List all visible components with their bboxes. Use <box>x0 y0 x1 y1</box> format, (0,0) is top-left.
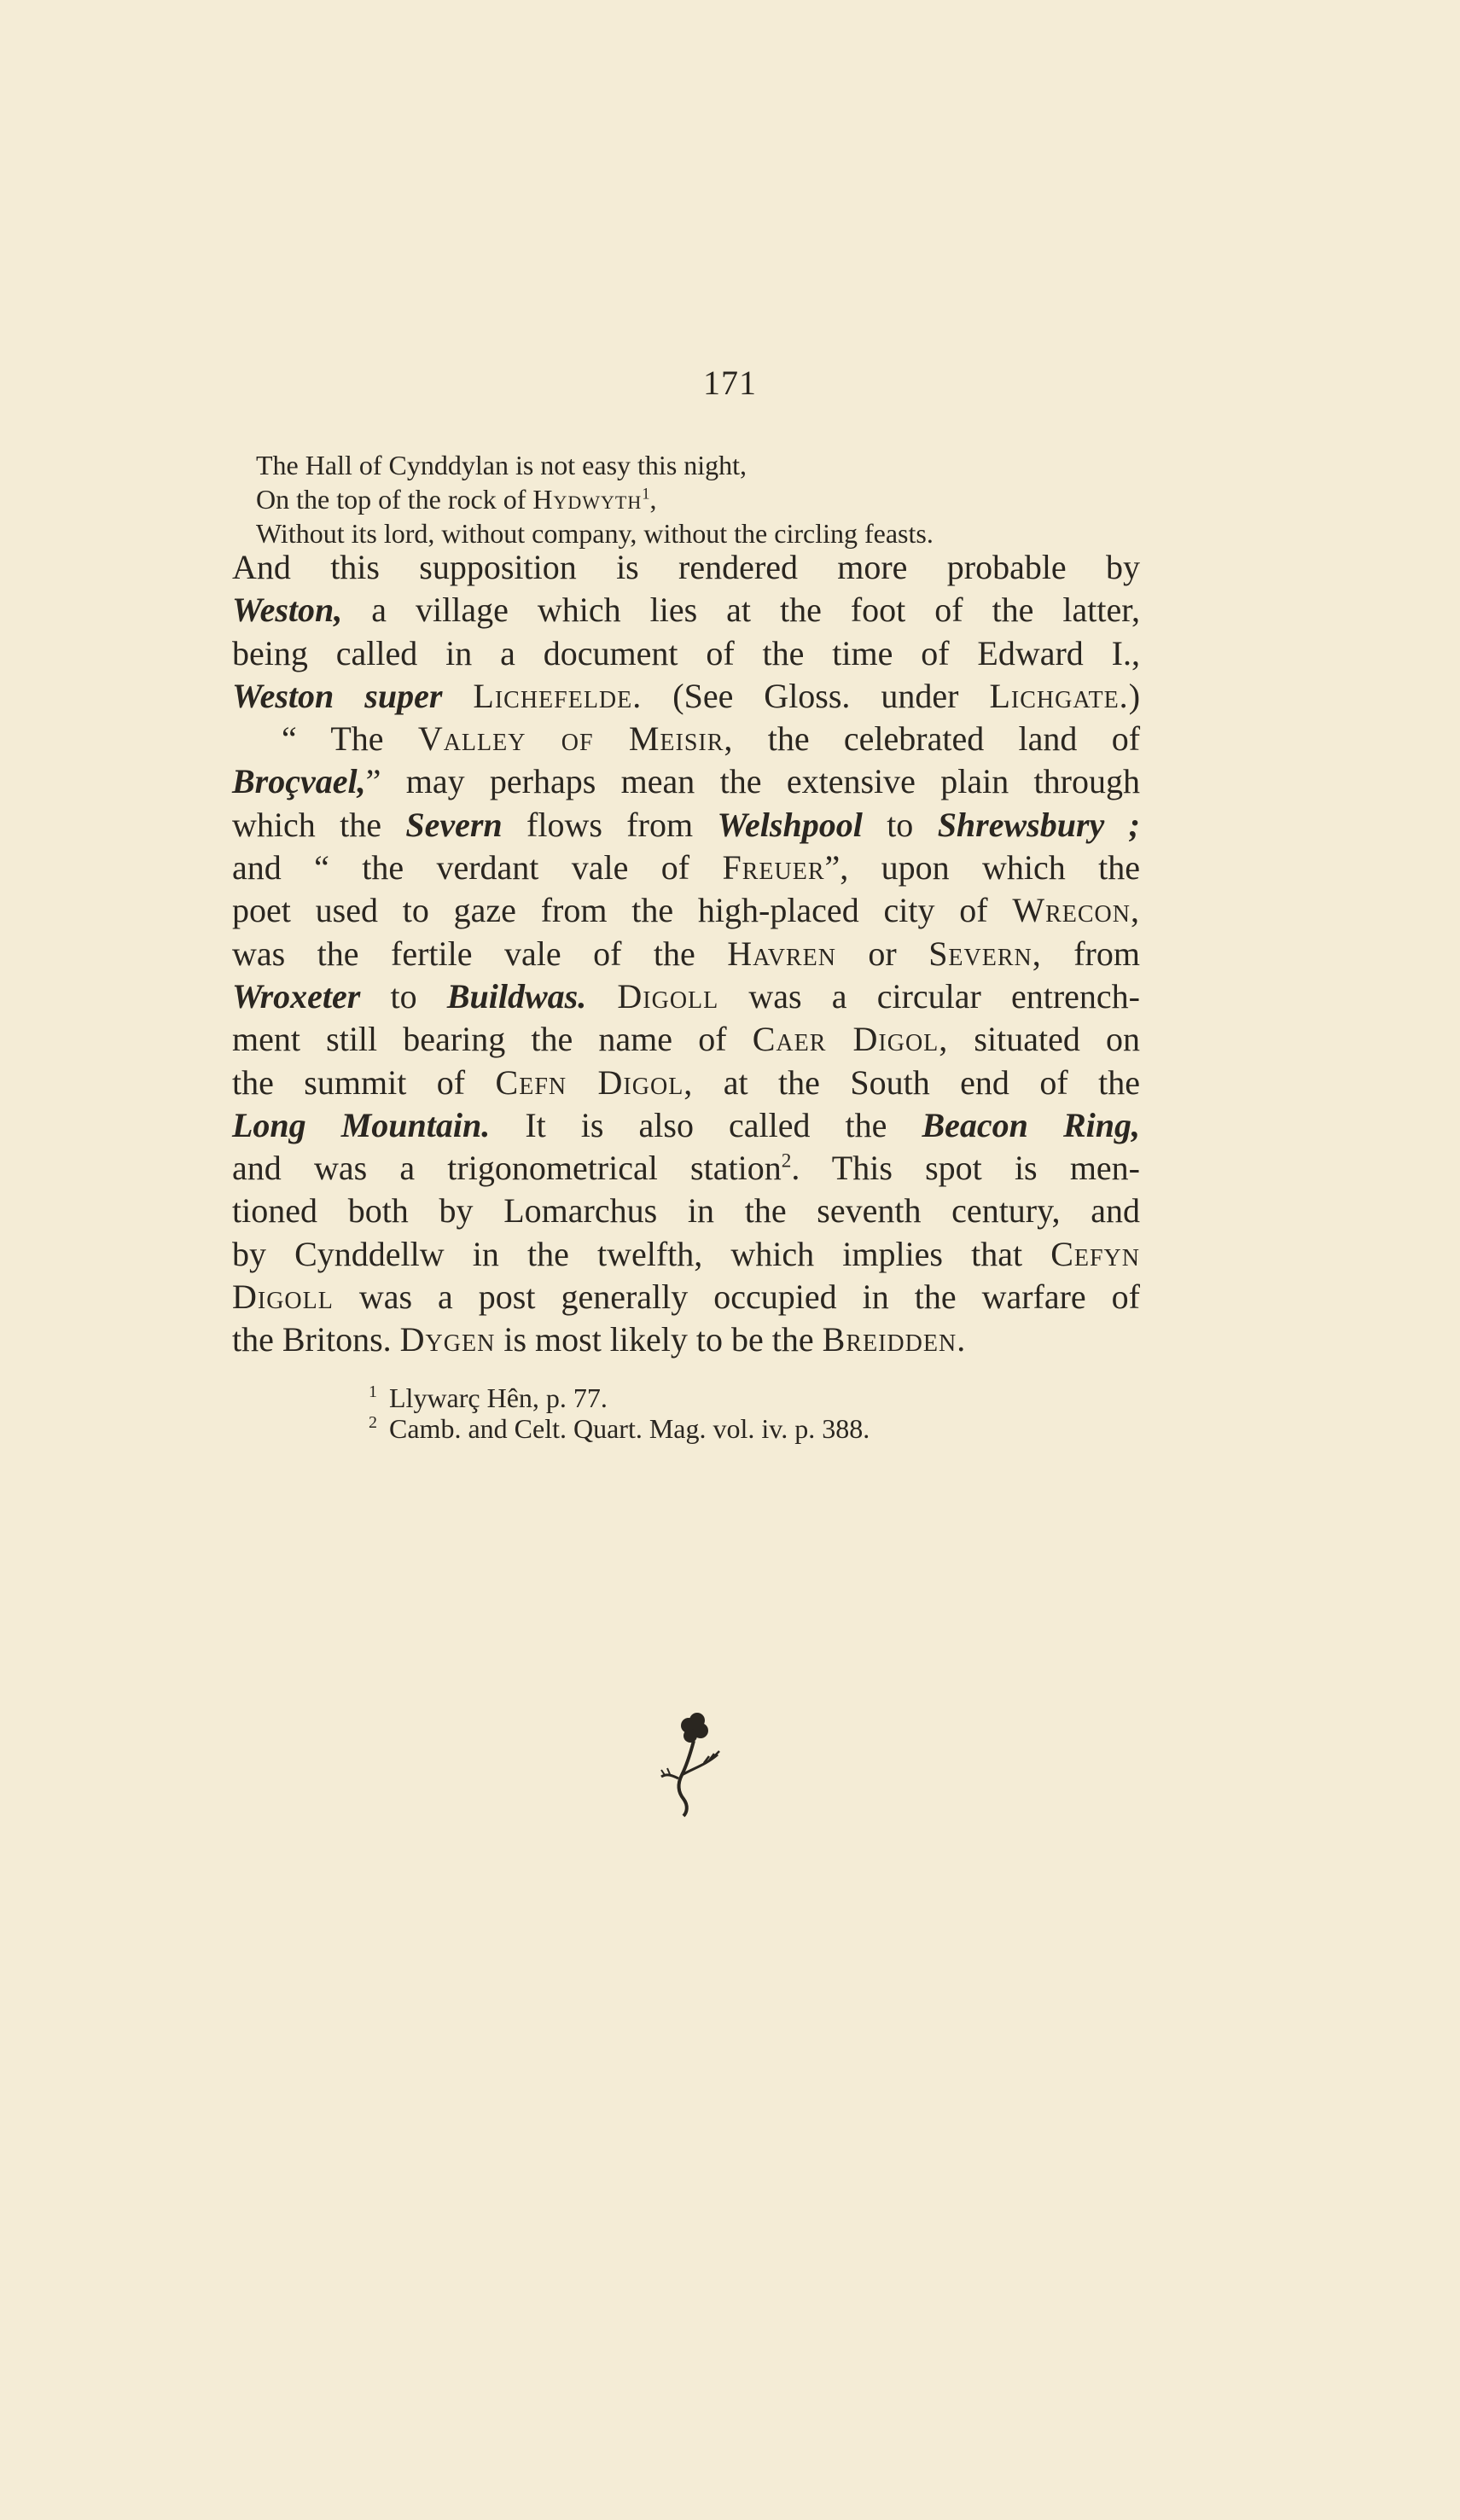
place-name: Hydwyth <box>532 484 643 515</box>
text-line: Digoll was a post generally occupied in the warfare of <box>232 1277 1140 1317</box>
text-line: the summit of Cefn Digol, at the South end of the <box>232 1062 1140 1102</box>
verse-line: Without its lord, without company, without the circling feasts. <box>256 518 934 549</box>
footnotes <box>369 1382 1137 1444</box>
text-line: and “ the verdant vale of Freuer”, upon which the <box>232 848 1141 888</box>
text-line: which the Severn flows from Welshpool to Shrewsbury ; <box>232 805 1140 844</box>
text-line: poet used to gaze from the high-placed city of Wrecon, <box>232 891 1140 930</box>
text-line: tioned both by Lomarchus in the seventh century, and <box>232 1191 1140 1231</box>
footnote: 2 Camb. and Celt. Quart. Mag. vol. iv. p. 388. <box>369 1413 870 1444</box>
text-line: ment still bearing the name of Caer Digol, situated on <box>232 1020 1141 1059</box>
verse-quotation <box>256 448 1178 550</box>
footnote-ref: 2 <box>781 1149 792 1173</box>
footnote: 1 Llywarç Hên, p. 77. <box>369 1382 608 1413</box>
text-line: “ The Valley of Meisir, the celebrated land of <box>282 719 1141 759</box>
text-line: Long Mountain. It is also called the Beacon Ring, <box>232 1105 1140 1144</box>
text-line: Wroxeter to Buildwas. Digoll was a circular entrench- <box>232 976 1141 1016</box>
text-line: Weston super Lichefelde. (See Gloss. under Lichgate.) <box>232 676 1141 715</box>
text-line: by Cynddellw in the twelfth, which implies that Cefyn <box>232 1234 1140 1273</box>
verse-line: On the top of the rock of Hydwyth$^1$, <box>256 484 657 515</box>
thistle-flower-ornament-icon <box>653 1707 738 1818</box>
footnote-ref: 1 <box>642 485 650 503</box>
text-line: And this supposition is rendered more probable by <box>232 548 1140 586</box>
text-line: Broçvael,” may perhaps mean the extensive plain through <box>232 762 1140 801</box>
body-paragraph <box>232 546 1140 1362</box>
text-line: and was a trigonometrical station$^2$. This spot is men- <box>232 1149 1140 1188</box>
page-number: 171 <box>703 364 757 402</box>
text-line: Weston, a village which lies at the foot of the latter, <box>232 591 1140 630</box>
text-line: was the fertile vale of the Havren or Severn, from <box>232 934 1140 973</box>
verse-line: The Hall of Cynddylan is not easy this night, <box>256 450 747 480</box>
text-line: being called in a document of the time of Edward I., <box>232 633 1140 672</box>
text-line: the Britons. Dygen is most likely to be the Breidden. <box>232 1320 967 1359</box>
